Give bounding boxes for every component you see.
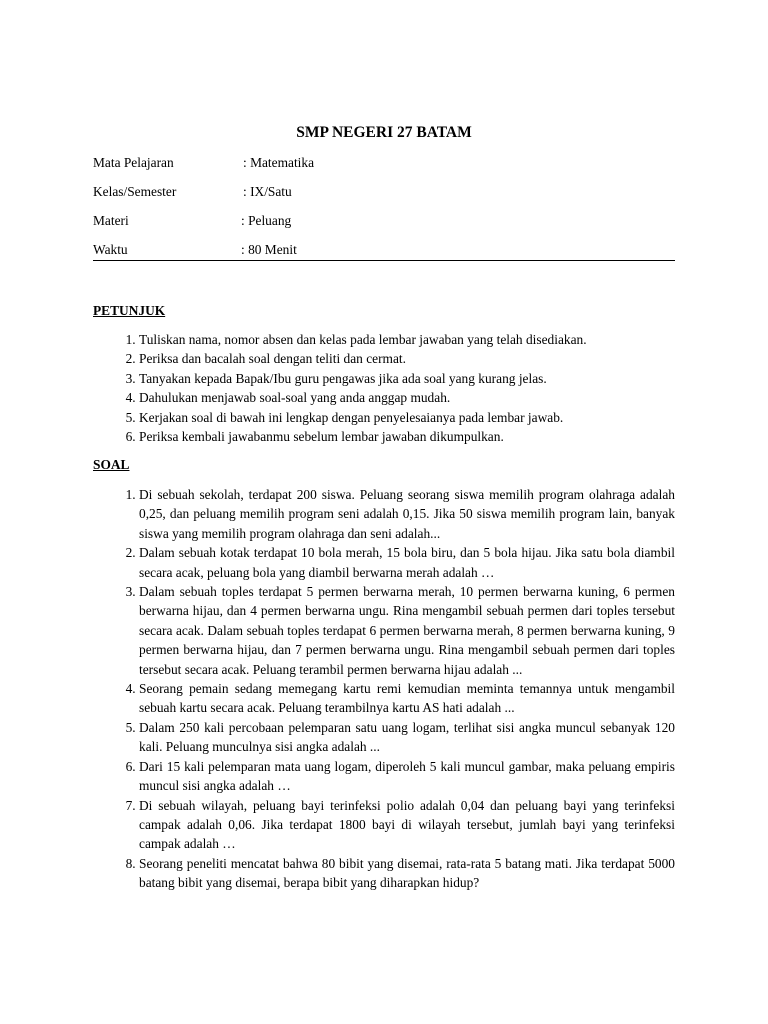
school-title: SMP NEGERI 27 BATAM	[296, 124, 472, 141]
list-item: 4. Dahulukan menjawab soal-soal yang anda anggap mudah.	[139, 388, 675, 407]
question-item: 3. Dalam sebuah toples terdapat 5 permen berwarna merah, 10 permen berwarna kuning, 6 permen berwarna hijau, dan 4 permen berwarna ungu. Rina mengambil sebuah permen dari toples tersebut secara acak. Dalam sebuah toples terdapat 6 permen berwarna merah, 8 permen berwarna kuning, 9 permen berwarna hijau, dan 7 permen berwarna ungu. Rina mengambil sebuah permen dari toples tersebut secara acak. Peluang terambil permen berwarna hijau adalah ...	[139, 582, 675, 679]
info-value: : Matematika	[243, 155, 315, 170]
question-item: 2. Dalam sebuah kotak terdapat 10 bola merah, 15 bola biru, dan 5 bola hijau. Jika satu bola diambil secara acak, peluang bola yang diambil berwarna merah adalah …	[139, 543, 675, 582]
petunjuk-heading: PETUNJUK	[93, 303, 166, 318]
list-item: 1. Tuliskan nama, nomor absen dan kelas pada lembar jawaban yang telah disediakan.	[139, 330, 675, 349]
soal-list	[93, 485, 675, 893]
list-item: 2. Periksa dan bacalah soal dengan teliti dan cermat.	[139, 349, 675, 368]
question-item: 1. Di sebuah sekolah, terdapat 200 siswa. Peluang seorang siswa memilih program olahraga adalah 0,25, dan peluang memilih program seni adalah 0,15. Jika 50 siswa memilih program lain, banyak siswa yang memilih program olahraga dan seni adalah...	[139, 485, 675, 543]
question-item: 7. Di sebuah wilayah, peluang bayi terinfeksi polio adalah 0,04 dan peluang bayi yang terinfeksi campak adalah 0,06. Jika terdapat 1800 bayi di wilayah tersebut, jumlah bayi yang terinfeksi campak adalah …	[139, 796, 675, 854]
question-item: 5. Dalam 250 kali percobaan pelemparan satu uang logam, terlihat sisi angka muncul sebanyak 120 kali. Peluang munculnya sisi angka adalah ...	[139, 718, 675, 757]
question-item: 8. Seorang peneliti mencatat bahwa 80 bibit yang disemai, rata-rata 5 batang mati. Jika terdapat 5000 batang bibit yang disemai, berapa bibit yang diharapkan hidup?	[139, 854, 675, 893]
info-label: Materi	[93, 213, 129, 228]
header-divider	[93, 260, 675, 261]
info-value: : 80 Menit	[241, 242, 297, 257]
info-label: Kelas/Semester	[93, 184, 177, 199]
question-item: 6. Dari 15 kali pelemparan mata uang logam, diperoleh 5 kali muncul gambar, maka peluang empiris muncul sisi angka adalah …	[139, 757, 675, 796]
info-value: : Peluang	[241, 213, 292, 228]
info-value: : IX/Satu	[243, 184, 292, 199]
list-item: 3. Tanyakan kepada Bapak/Ibu guru pengawas jika ada soal yang kurang jelas.	[139, 369, 675, 388]
soal-heading: SOAL	[93, 457, 130, 472]
list-item: 5. Kerjakan soal di bawah ini lengkap dengan penyelesaianya pada lembar jawab.	[139, 408, 675, 427]
petunjuk-list	[93, 330, 675, 446]
info-label: Waktu	[93, 242, 128, 257]
list-item: 6. Periksa kembali jawabanmu sebelum lembar jawaban dikumpulkan.	[139, 427, 675, 446]
info-label: Mata Pelajaran	[93, 155, 174, 170]
question-item: 4. Seorang pemain sedang memegang kartu remi kemudian meminta temannya untuk mengambil sebuah kartu secara acak. Peluang terambilnya kartu AS hati adalah ...	[139, 679, 675, 718]
